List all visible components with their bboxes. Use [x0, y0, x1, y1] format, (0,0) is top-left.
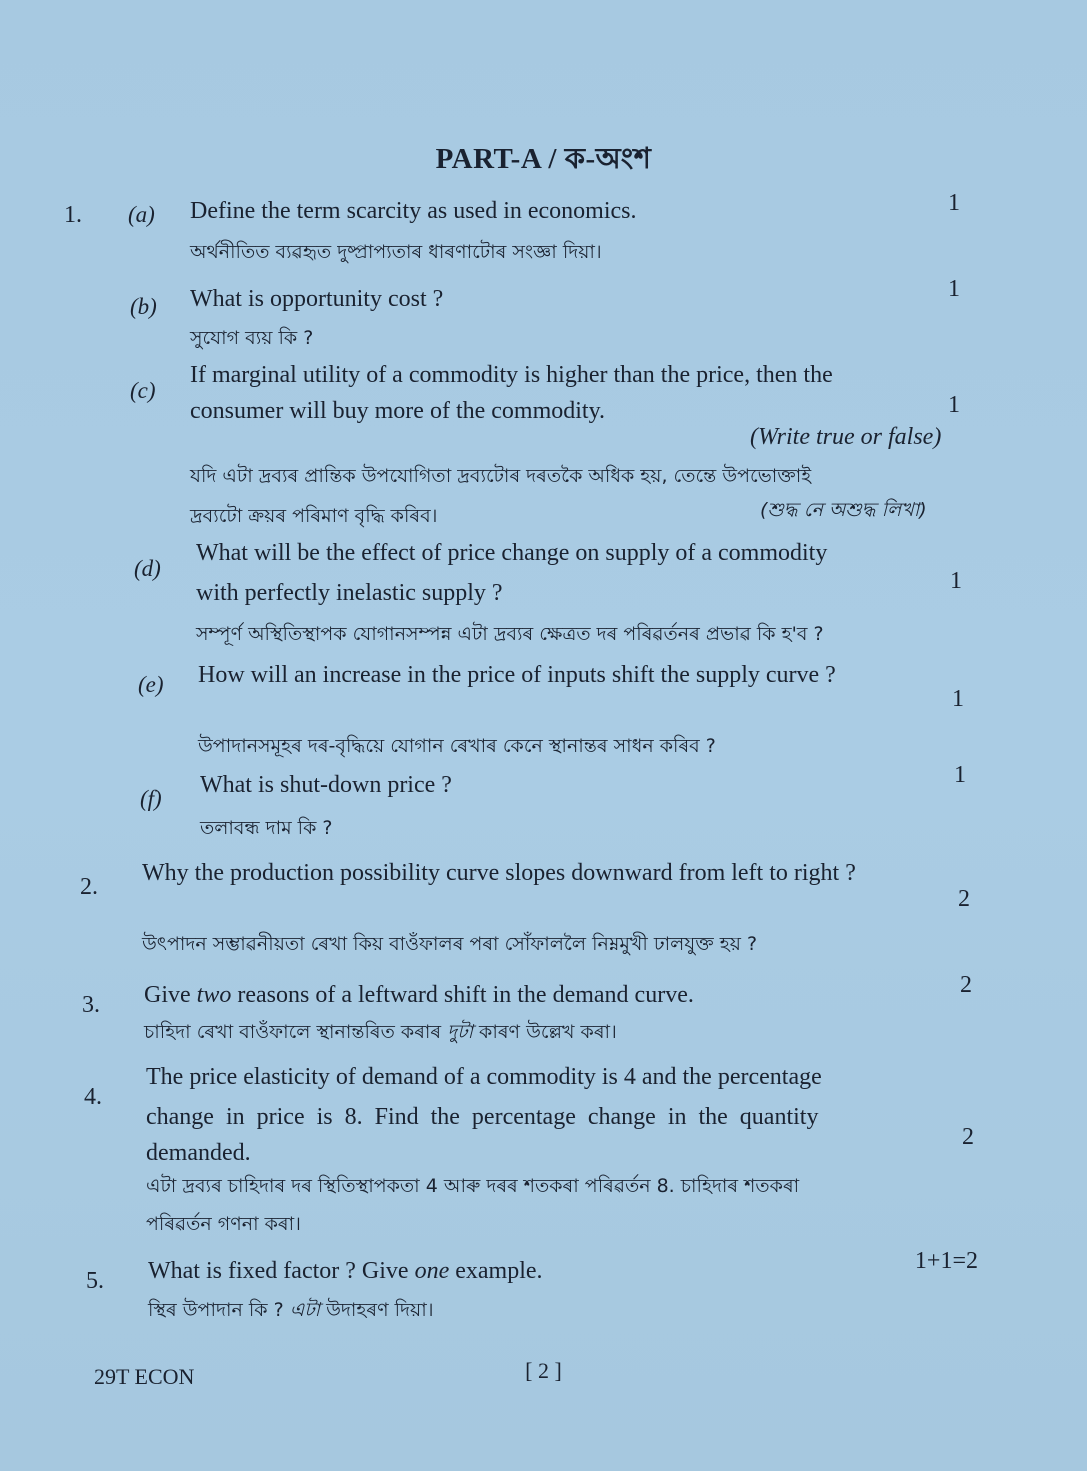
question-text-bn: যদি এটা দ্ৰব্যৰ প্ৰান্তিক উপযোগিতা দ্ৰব্যটোৰ দৰতকৈ অধিক হয়, তেন্তে উপভোক্তাই [190, 465, 812, 487]
marks: 2 [958, 886, 970, 912]
instruction-note-bn: (শুদ্ধ নে অশুদ্ধ লিখা) [760, 499, 927, 521]
question-text-en: The price elasticity of demand of a commodity is 4 and the percentage [146, 1064, 822, 1090]
instruction-note-en: (Write true or false) [750, 424, 942, 450]
subquestion-label: (d) [134, 556, 161, 581]
marks: 1 [948, 190, 960, 216]
question-text-en: What is opportunity cost ? [190, 286, 444, 312]
subquestion-label: (b) [130, 294, 157, 319]
paper-code: 29T ECON [94, 1364, 195, 1389]
question-text-en: What will be the effect of price change on supply of a commodity [196, 540, 828, 566]
marks: 1 [948, 392, 960, 418]
part-title: PART-A / ক-অংশ [435, 143, 652, 175]
question-text-bn: দ্ৰব্যটো ক্ৰয়ৰ পৰিমাণ বৃদ্ধি কৰিব। [190, 505, 438, 527]
question-number: 4. [84, 1084, 102, 1110]
page-number: [ 2 ] [525, 1358, 562, 1383]
question-text-en: Give two reasons of a leftward shift in the demand curve. [144, 982, 694, 1008]
question-text-bn: অৰ্থনীতিত ব্যৱহৃত দুষ্প্ৰাপ্যতাৰ ধাৰণাটোৰ সংজ্ঞা দিয়া। [190, 241, 602, 263]
question-text-en: How will an increase in the price of inputs shift the supply curve ? [198, 662, 836, 688]
subquestion-label: (a) [128, 202, 155, 227]
question-number: 1. [64, 202, 82, 228]
marks: 1 [952, 686, 964, 712]
question-text-bn: চাহিদা ৰেখা বাওঁফালে স্থানান্তৰিত কৰাৰ দুটা কাৰণ উল্লেখ কৰা। [144, 1021, 617, 1043]
question-text-en: Why the production possibility curve slopes downward from left to right ? [142, 860, 856, 886]
question-text-bn: তলাবন্ধ দাম কি ? [200, 817, 333, 839]
question-text-en: If marginal utility of a commodity is higher than the price, then the [190, 362, 833, 388]
subquestion-label: (e) [138, 672, 164, 697]
question-number: 5. [86, 1268, 104, 1294]
question-text-bn: উপাদানসমূহৰ দৰ-বৃদ্ধিয়ে যোগান ৰেখাৰ কেনে স্থানান্তৰ সাধন কৰিব ? [198, 735, 716, 757]
question-text-bn: উৎপাদন সম্ভাৱনীয়তা ৰেখা কিয় বাওঁফালৰ পৰা সোঁফাললৈ নিম্নমুখী ঢালযুক্ত হয় ? [142, 933, 758, 955]
marks: 1 [948, 276, 960, 302]
question-text-bn: সুযোগ ব্যয় কি ? [190, 327, 314, 349]
question-text-en: demanded. [146, 1140, 251, 1166]
question-text-bn: পৰিৱৰ্তন গণনা কৰা। [146, 1213, 301, 1235]
question-text-en: change in price is 8. Find the percentage change in the quantity [146, 1104, 819, 1130]
question-text-en: What is fixed factor ? Give one example. [148, 1258, 543, 1284]
question-number: 3. [82, 992, 100, 1018]
question-text-bn: স্থিৰ উপাদান কি ? এটা উদাহৰণ দিয়া। [148, 1299, 434, 1321]
question-text-en: with perfectly inelastic supply ? [196, 580, 503, 606]
subquestion-label: (c) [130, 378, 156, 403]
subquestion-label: (f) [140, 786, 162, 811]
marks: 2 [962, 1124, 974, 1150]
question-text-en: What is shut-down price ? [200, 772, 452, 798]
marks: 2 [960, 972, 972, 998]
question-number: 2. [80, 874, 98, 900]
marks: 1 [950, 568, 962, 594]
marks: 1 [954, 762, 966, 788]
question-text-en: consumer will buy more of the commodity. [190, 398, 606, 424]
question-text-bn: সম্পূৰ্ণ অস্থিতিস্থাপক যোগানসম্পন্ন এটা দ্ৰব্যৰ ক্ষেত্ৰত দৰ পৰিৱৰ্তনৰ প্ৰভাৱ কি হ'ব ? [196, 623, 824, 645]
marks: 1+1=2 [914, 1248, 978, 1274]
question-text-en: Define the term scarcity as used in economics. [190, 198, 637, 224]
question-text-bn: এটা দ্ৰব্যৰ চাহিদাৰ দৰ স্থিতিস্থাপকতা 4 আৰু দৰৰ শতকৰা পৰিৱৰ্তন 8. চাহিদাৰ শতকৰা [146, 1175, 800, 1197]
